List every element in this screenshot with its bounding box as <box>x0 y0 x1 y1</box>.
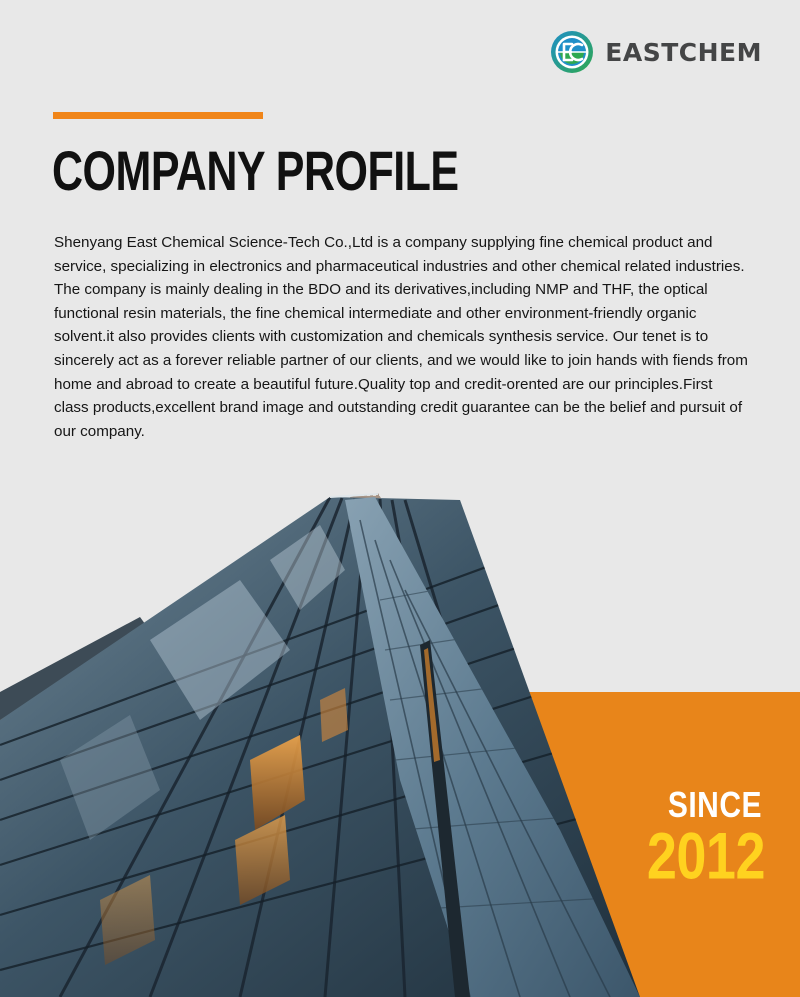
since-label: SINCE <box>667 786 762 826</box>
company-description: Shenyang East Chemical Science-Tech Co.,Ltd is a company supplying fine chemical product and service, specializing in electronics and pharmaceutical industries and other chemical related industries. The company is mainly dealing in the BDO and its derivatives,including NMP and THF, the optical functional resin materials, the fine chemical intermediate and other environment-friendly organic solvent.it also provides clients with customization and chemicals synthesis service. Our tenet is to sincerely act as a forever reliable partner of our clients, and we would like to join hands with fiends from home and abroad to create a beautiful future.Quality top and credit-orented are our principles.First class products,excellent brand image and outstanding credit guarantee can be the belief and pursuit of our company. <box>54 234 748 440</box>
since-year: 2012 <box>646 820 765 894</box>
brand-name: EASTCHEM <box>605 37 762 67</box>
page-title: COMPANY PROFILE <box>52 140 459 204</box>
